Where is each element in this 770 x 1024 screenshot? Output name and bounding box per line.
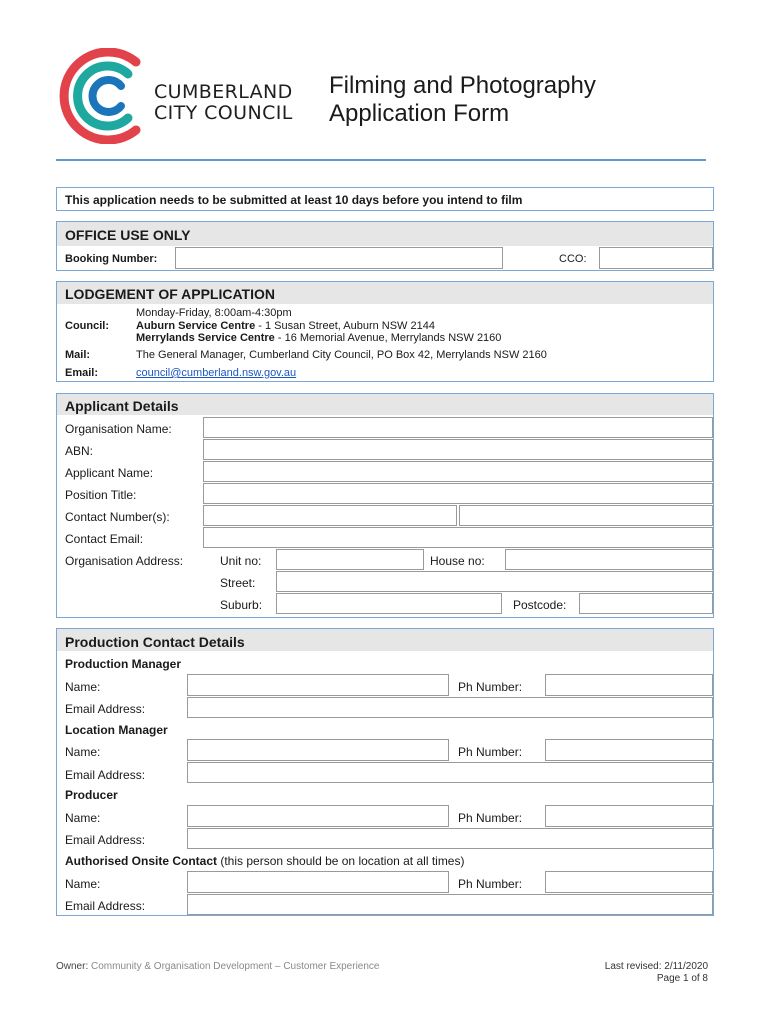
location-manager-ph-label: Ph Number:: [458, 745, 523, 759]
footer-owner: [56, 961, 379, 972]
onsite-contact-note: (this person should be on location at all times): [217, 854, 465, 868]
council-email-link[interactable]: council@cumberland.nsw.gov.au: [136, 367, 297, 379]
cco-label: CCO:: [559, 253, 587, 265]
council-hours: Monday-Friday, 8:00am-4:30pm: [136, 307, 292, 319]
council-name-line1: CUMBERLAND: [154, 81, 293, 103]
mail-label: Mail:: [65, 349, 91, 361]
organisation-name-label: Organisation Name:: [65, 422, 172, 436]
council-label: Council:: [65, 320, 109, 332]
production-manager-email-field[interactable]: [187, 697, 713, 718]
council-name-line2: CITY COUNCIL: [154, 102, 293, 124]
production-section: [56, 628, 714, 916]
unit-no-label: Unit no:: [220, 554, 262, 568]
applicant-section: [56, 393, 714, 618]
lodgement-heading: LODGEMENT OF APPLICATION: [65, 286, 275, 302]
onsite-contact-name-field[interactable]: [187, 871, 449, 893]
production-manager-email-label: Email Address:: [65, 702, 146, 716]
contact-numbers-label: Contact Number(s):: [65, 510, 170, 524]
producer-email-field[interactable]: [187, 828, 713, 849]
merrylands-centre-address: - 16 Memorial Avenue, Merrylands NSW 2160: [274, 332, 502, 344]
location-manager-email-label: Email Address:: [65, 768, 146, 782]
auburn-centre-name: Auburn Service Centre: [136, 319, 256, 332]
form-title-line1: Filming and Photography: [329, 72, 596, 99]
onsite-contact-title-bold: Authorised Onsite Contact: [65, 854, 218, 868]
production-heading: Production Contact Details: [65, 634, 245, 650]
email-label: Email:: [65, 367, 99, 379]
production-manager-name-label: Name:: [65, 680, 101, 694]
booking-number-label: Booking Number:: [65, 253, 158, 265]
office-use-section: [56, 221, 714, 271]
onsite-contact-email-field[interactable]: [187, 894, 713, 915]
auburn-centre: [136, 320, 501, 333]
organisation-name-field[interactable]: [203, 417, 713, 438]
producer-title: Producer: [65, 788, 118, 802]
production-manager-ph-label: Ph Number:: [458, 680, 523, 694]
producer-ph-label: Ph Number:: [458, 811, 523, 825]
house-no-field[interactable]: [505, 549, 713, 570]
onsite-contact-ph-label: Ph Number:: [458, 877, 523, 891]
producer-name-label: Name:: [65, 811, 101, 825]
footer-owner-label: Owner:: [56, 961, 89, 972]
production-manager-ph-field[interactable]: [545, 674, 713, 696]
submission-notice-box: [56, 187, 714, 211]
location-manager-name-label: Name:: [65, 745, 101, 759]
location-manager-ph-field[interactable]: [545, 739, 713, 761]
suburb-label: Suburb:: [220, 598, 263, 612]
onsite-contact-title: [65, 854, 464, 868]
applicant-name-field[interactable]: [203, 461, 713, 482]
lodgement-section: [56, 281, 714, 382]
footer-owner-value: Community & Organisation Development – Customer Experience: [88, 961, 380, 972]
postcode-field[interactable]: [579, 593, 713, 614]
footer-page-number: Page 1 of 8: [656, 973, 708, 984]
onsite-contact-ph-field[interactable]: [545, 871, 713, 893]
applicant-name-label: Applicant Name:: [65, 466, 154, 480]
footer-last-revised: Last revised: 2/11/2020: [604, 961, 708, 972]
booking-number-field[interactable]: [175, 247, 503, 269]
position-title-field[interactable]: [203, 483, 713, 504]
street-field[interactable]: [276, 571, 713, 592]
mail-value: The General Manager, Cumberland City Council, PO Box 42, Merrylands NSW 2160: [136, 349, 547, 361]
council-details: [136, 307, 501, 345]
cumberland-logo-icon: [58, 48, 158, 144]
producer-email-label: Email Address:: [65, 833, 146, 847]
organisation-address-label: Organisation Address:: [65, 554, 184, 568]
location-manager-name-field[interactable]: [187, 739, 449, 761]
contact-email-label: Contact Email:: [65, 532, 144, 546]
location-manager-email-field[interactable]: [187, 762, 713, 783]
street-label: Street:: [220, 576, 256, 590]
form-title-line2: Application Form: [329, 100, 510, 127]
office-use-heading: OFFICE USE ONLY: [65, 227, 191, 243]
form-title: [329, 72, 596, 128]
position-title-label: Position Title:: [65, 488, 137, 502]
contact-email-field[interactable]: [203, 527, 713, 548]
abn-field[interactable]: [203, 439, 713, 460]
onsite-contact-email-label: Email Address:: [65, 899, 146, 913]
onsite-contact-name-label: Name:: [65, 877, 101, 891]
producer-ph-field[interactable]: [545, 805, 713, 827]
merrylands-centre: [136, 332, 501, 345]
postcode-label: Postcode:: [513, 598, 567, 612]
house-no-label: House no:: [430, 554, 485, 568]
council-name: [154, 82, 293, 124]
footer-revision: [520, 961, 708, 985]
production-manager-name-field[interactable]: [187, 674, 449, 696]
applicant-heading: Applicant Details: [65, 398, 179, 414]
contact-number-field-1[interactable]: [203, 505, 457, 526]
abn-label: ABN:: [65, 444, 94, 458]
auburn-centre-address: - 1 Susan Street, Auburn NSW 2144: [255, 319, 435, 332]
suburb-field[interactable]: [276, 593, 502, 614]
contact-number-field-2[interactable]: [459, 505, 713, 526]
unit-no-field[interactable]: [276, 549, 424, 570]
production-manager-title: Production Manager: [65, 657, 182, 671]
merrylands-centre-name: Merrylands Service Centre: [136, 332, 275, 344]
cco-field[interactable]: [599, 247, 713, 269]
location-manager-title: Location Manager: [65, 723, 168, 737]
submission-notice: This application needs to be submitted at least 10 days before you intend to film: [65, 193, 523, 207]
producer-name-field[interactable]: [187, 805, 449, 827]
header-divider: [56, 159, 706, 161]
